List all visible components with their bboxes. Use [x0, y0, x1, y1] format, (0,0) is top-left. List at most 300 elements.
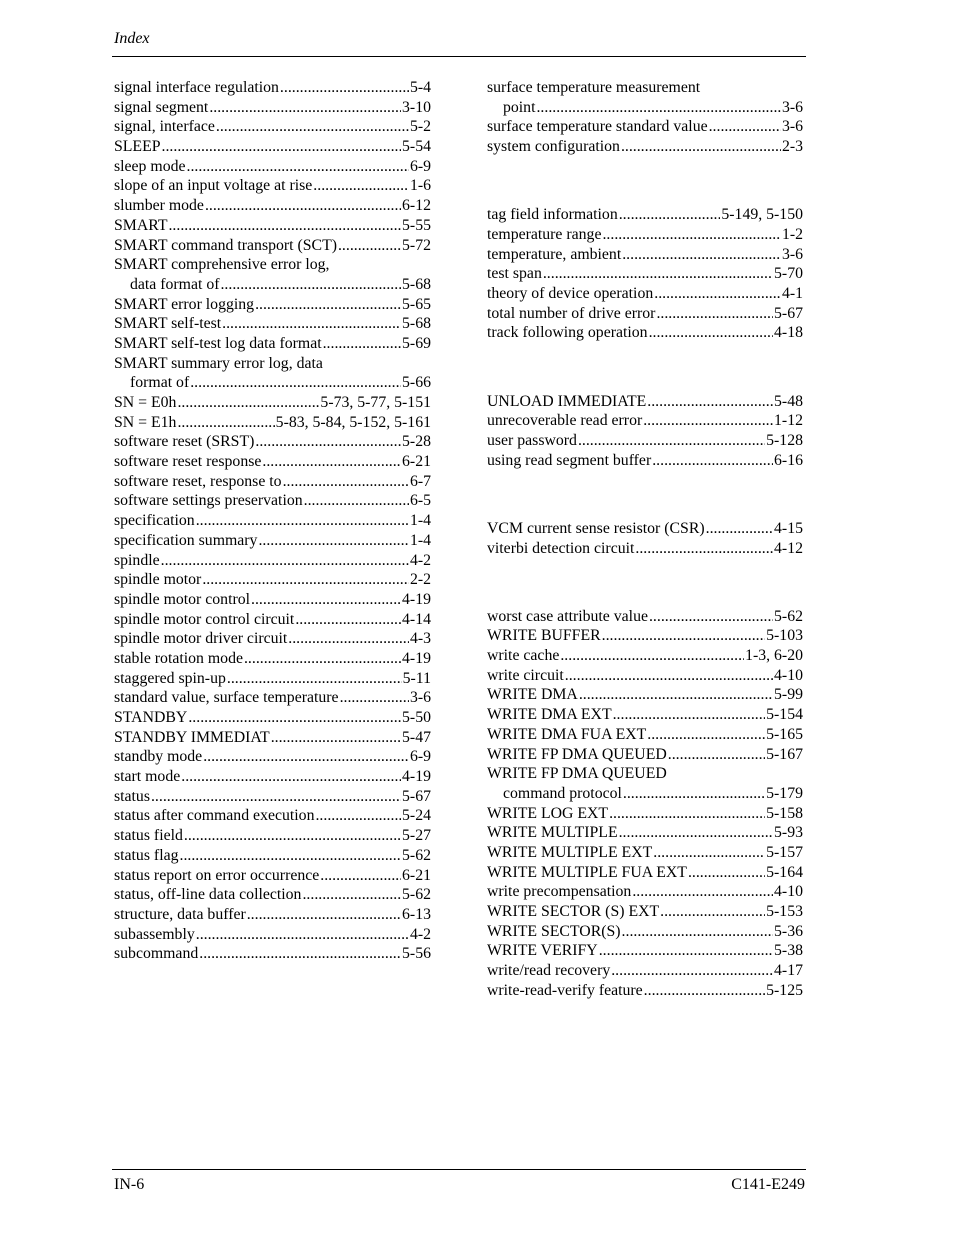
index-term: spindle [114, 551, 160, 569]
index-term: SMART self-test [114, 315, 222, 333]
index-page-ref: 5-69 [402, 334, 431, 352]
index-entry [114, 78, 431, 98]
index-page-ref: 5-70 [774, 265, 803, 283]
index-entry [114, 216, 431, 236]
index-term: format of [130, 374, 190, 392]
index-term: status [114, 787, 150, 805]
dot-leader [619, 823, 773, 843]
index-entry [487, 607, 803, 627]
index-term: WRITE DMA FUA EXT [487, 725, 647, 743]
index-page-ref: 1-6 [409, 177, 431, 195]
index-term: temperature, ambient [487, 245, 622, 263]
index-page-ref: 5-66 [402, 374, 431, 392]
index-term: write/read recovery [487, 962, 611, 980]
index-entry [487, 941, 803, 961]
index-entry [114, 137, 431, 157]
dot-leader [203, 747, 409, 767]
index-entry [114, 531, 431, 551]
index-page-ref: 5-83, 5-84, 5-152, 5-161 [275, 413, 431, 431]
index-term: standard value, surface temperature [114, 689, 339, 707]
index-page-ref: 6-21 [402, 453, 431, 471]
index-entry [114, 708, 431, 728]
letter-group-gap [487, 470, 803, 519]
index-entry [114, 649, 431, 669]
index-page-ref: 6-9 [409, 748, 431, 766]
index-term: WRITE FP DMA QUEUED [487, 745, 667, 763]
index-term: VCM current sense resistor (CSR) [487, 519, 705, 537]
dot-leader [668, 745, 765, 765]
dot-leader [622, 245, 781, 265]
index-entry [114, 176, 431, 196]
index-term: track following operation [487, 324, 648, 342]
index-entry [487, 804, 803, 824]
dot-leader [613, 705, 766, 725]
index-page-ref: 5-67 [402, 787, 431, 805]
dot-leader [162, 137, 402, 157]
index-page-ref: 4-1 [781, 285, 803, 302]
index-term: write cache [487, 647, 560, 665]
dot-leader [315, 806, 401, 826]
index-page-ref: 5-65 [402, 295, 431, 313]
index-term: spindle motor [114, 571, 202, 589]
dot-leader [621, 137, 781, 157]
index-term: SN = E1h [114, 413, 177, 431]
dot-leader [709, 117, 781, 137]
index-entry [114, 925, 431, 945]
index-term: software reset response [114, 453, 262, 471]
index-page-ref: 6-21 [402, 866, 431, 884]
index-entry [114, 295, 431, 315]
index-term: SLEEP [114, 138, 161, 156]
index-entry [114, 905, 431, 925]
index-term: slumber mode [114, 197, 204, 215]
dot-leader [295, 610, 401, 630]
index-entry [487, 646, 803, 666]
index-entry [114, 196, 431, 216]
index-term: point [503, 98, 536, 116]
index-entry [487, 225, 803, 245]
index-entry [114, 373, 431, 393]
index-page-ref: 5-27 [402, 827, 431, 845]
dot-leader [706, 519, 773, 539]
index-entry [487, 784, 803, 804]
index-term: spindle motor control circuit [114, 610, 295, 628]
dot-leader [536, 98, 780, 118]
index-term: WRITE MULTIPLE FUA EXT [487, 863, 687, 881]
index-term: start mode [114, 768, 181, 786]
index-page-ref: 5-167 [766, 745, 803, 763]
index-entry [487, 78, 803, 98]
index-entry [487, 745, 803, 765]
index-term: system configuration [487, 138, 620, 156]
dot-leader [190, 373, 401, 393]
index-page-ref: 5-2 [409, 118, 431, 136]
index-page-ref: 5-48 [774, 392, 803, 410]
dot-leader [313, 176, 409, 196]
index-entry [487, 451, 803, 471]
dot-leader [244, 649, 401, 669]
dot-leader [258, 531, 408, 551]
dot-leader [340, 688, 409, 708]
index-term: sleep mode [114, 157, 186, 175]
index-term: spindle motor driver circuit [114, 630, 288, 648]
page-number: IN-6 [114, 1176, 145, 1193]
dot-leader [251, 590, 401, 610]
dot-leader [632, 882, 773, 902]
index-page-ref: 5-62 [774, 607, 803, 625]
index-page-ref: 4-19 [402, 768, 431, 786]
index-term: status report on error occurrence [114, 866, 320, 884]
index-entry [114, 846, 431, 866]
index-entry [487, 823, 803, 843]
index-entry [487, 843, 803, 863]
index-page-ref: 6-12 [402, 197, 431, 215]
index-page-ref: 5-154 [766, 706, 803, 724]
dot-leader [619, 205, 721, 225]
index-entry [114, 275, 431, 295]
index-term: using read segment buffer [487, 451, 652, 469]
dot-leader [227, 669, 402, 689]
index-page-ref: 5-24 [402, 807, 431, 825]
index-term: STANDBY [114, 709, 188, 726]
index-term: standby mode [114, 748, 203, 766]
index-page-ref: 3-6 [781, 245, 803, 263]
index-page-ref: 5-157 [766, 843, 803, 861]
index-page-ref: 6-16 [774, 451, 803, 469]
index-entry [487, 411, 803, 431]
index-term: temperature range [487, 225, 602, 243]
index-term: structure, data buffer [114, 905, 246, 923]
index-term: spindle motor control [114, 590, 251, 608]
index-entry [487, 725, 803, 745]
index-entry [487, 902, 803, 922]
index-page-ref: 6-5 [409, 492, 431, 510]
index-entry [487, 519, 803, 539]
index-page-ref: 4-17 [774, 962, 803, 980]
dot-leader [647, 725, 765, 745]
index-page-ref: 3-6 [409, 689, 431, 707]
dot-leader [283, 472, 409, 492]
index-term: SN = E0h [114, 394, 177, 411]
header-rule [112, 56, 806, 57]
index-page-ref: 5-47 [402, 728, 431, 746]
index-entry [487, 764, 803, 784]
index-entry [114, 629, 431, 649]
index-term: write precompensation [487, 883, 632, 901]
dot-leader [288, 629, 409, 649]
index-term: SMART summary error log, data [114, 354, 323, 372]
index-term: UNLOAD IMMEDIATE [487, 392, 647, 410]
index-page-ref: 5-50 [402, 709, 431, 726]
dot-leader [635, 539, 773, 559]
index-term: WRITE DMA [487, 686, 578, 704]
index-entry [487, 981, 803, 1001]
dot-leader [168, 216, 401, 236]
index-term: status, off-line data collection [114, 886, 302, 904]
index-page-ref: 5-38 [774, 942, 803, 960]
index-page-ref: 4-3 [409, 630, 431, 648]
index-term: WRITE VERIFY [487, 942, 598, 960]
index-term: test span [487, 265, 542, 283]
index-term: write circuit [487, 666, 564, 684]
index-page-ref: 4-2 [409, 925, 431, 943]
index-page-ref: 5-128 [766, 431, 803, 449]
document-id: C141-E249 [731, 1176, 805, 1193]
index-page-ref: 5-73, 5-77, 5-151 [320, 394, 431, 411]
index-entry [114, 354, 431, 374]
dot-leader [271, 728, 401, 748]
index-term: STANDBY IMMEDIAT [114, 728, 270, 746]
footer-rule [112, 1169, 806, 1170]
index-entry [114, 393, 431, 413]
index-entry [114, 334, 431, 354]
index-term: SMART [114, 216, 168, 234]
dot-leader [649, 323, 773, 343]
dot-leader [602, 626, 765, 646]
index-term: WRITE MULTIPLE EXT [487, 843, 653, 861]
dot-leader [609, 804, 765, 824]
index-page-ref: 5-62 [402, 886, 431, 904]
index-page-ref: 4-15 [774, 519, 803, 537]
index-entry [114, 826, 431, 846]
letter-group-gap [487, 343, 803, 392]
dot-leader [652, 451, 773, 471]
dot-leader [654, 284, 781, 304]
index-term: data format of [130, 275, 220, 293]
dot-leader [177, 393, 319, 413]
index-entry [487, 264, 803, 284]
index-page-ref: 5-11 [402, 669, 431, 687]
dot-leader [623, 784, 765, 804]
dot-leader [180, 846, 402, 866]
index-page-ref: 5-103 [766, 627, 803, 645]
index-page-ref: 4-12 [774, 539, 803, 557]
dot-leader [688, 863, 765, 883]
index-page-ref: 5-4 [409, 79, 431, 96]
index-term: unrecoverable read error [487, 412, 643, 430]
index-page-ref: 5-149, 5-150 [721, 206, 803, 224]
index-page-ref: 4-10 [774, 883, 803, 901]
index-term: write-read-verify feature [487, 981, 643, 999]
index-term: status flag [114, 846, 179, 864]
index-entry [114, 551, 431, 571]
index-term: stable rotation mode [114, 649, 243, 667]
index-entry [114, 944, 431, 964]
index-entry [114, 806, 431, 826]
index-entry [114, 314, 431, 334]
index-page-ref: 5-93 [774, 824, 803, 842]
index-term: total number of drive error [487, 304, 656, 322]
index-page-ref: 5-55 [402, 216, 431, 234]
dot-leader [196, 925, 409, 945]
dot-leader [205, 196, 401, 216]
index-term: specification [114, 512, 195, 530]
index-term: subassembly [114, 925, 195, 943]
index-term: WRITE SECTOR (S) EXT [487, 903, 660, 920]
dot-leader [660, 902, 765, 922]
dot-leader [611, 961, 773, 981]
index-page-ref: 6-13 [402, 905, 431, 923]
dot-leader [161, 551, 409, 571]
index-page-ref: 2-3 [781, 138, 803, 156]
index-term: staggered spin-up [114, 669, 226, 687]
index-term: WRITE LOG EXT [487, 804, 609, 822]
index-page-ref: 4-2 [409, 551, 431, 569]
index-page-ref: 3-6 [781, 98, 803, 116]
index-term: WRITE FP DMA QUEUED [487, 765, 667, 783]
index-entry [487, 98, 803, 118]
index-entry [114, 728, 431, 748]
index-entry [114, 787, 431, 807]
index-entry [114, 669, 431, 689]
index-page-ref: 1-4 [409, 512, 431, 530]
dot-leader [209, 98, 401, 118]
letter-group-gap [487, 558, 803, 607]
dot-leader [338, 236, 401, 256]
index-column-left [114, 78, 431, 964]
index-term: worst case attribute value [487, 607, 648, 625]
index-page-ref: 5-153 [766, 903, 803, 920]
index-term: signal, interface [114, 118, 215, 136]
dot-leader [560, 646, 744, 666]
index-page-ref: 5-36 [774, 922, 803, 940]
index-page-ref: 5-68 [402, 315, 431, 333]
dot-leader [644, 981, 765, 1001]
index-term: signal interface regulation [114, 79, 279, 96]
index-entry [487, 539, 803, 559]
index-entry [114, 885, 431, 905]
index-entry [114, 413, 431, 433]
dot-leader [323, 334, 401, 354]
index-term: WRITE SECTOR(S) [487, 922, 621, 940]
dot-leader [622, 922, 773, 942]
index-entry [487, 245, 803, 265]
dot-leader [302, 885, 401, 905]
index-entry [487, 685, 803, 705]
index-page-ref: 6-7 [409, 472, 431, 490]
index-entry [114, 511, 431, 531]
dot-leader [543, 264, 773, 284]
dot-leader [262, 452, 401, 472]
dot-leader [565, 666, 773, 686]
dot-leader [602, 225, 780, 245]
index-term: software reset (SRST) [114, 433, 255, 451]
index-term: SMART error logging [114, 295, 255, 313]
index-page-ref: 5-165 [766, 725, 803, 743]
dot-leader [656, 304, 773, 324]
index-page-ref: 5-125 [766, 981, 803, 999]
running-header: Index [114, 30, 150, 47]
index-term: surface temperature measurement [487, 79, 701, 96]
dot-leader [643, 411, 773, 431]
dot-leader [649, 607, 773, 627]
index-page-ref: 5-68 [402, 275, 431, 293]
index-page-ref: 5-72 [402, 236, 431, 254]
dot-leader [255, 432, 401, 452]
index-entry [114, 767, 431, 787]
index-entry [487, 626, 803, 646]
index-entry [487, 705, 803, 725]
dot-leader [599, 941, 773, 961]
index-term: slope of an input voltage at rise [114, 177, 313, 195]
index-term: status field [114, 827, 183, 845]
index-entry [114, 610, 431, 630]
index-entry [114, 590, 431, 610]
index-entry [114, 570, 431, 590]
index-entry [114, 157, 431, 177]
dot-leader [216, 117, 409, 137]
dot-leader [255, 295, 401, 315]
dot-leader [579, 685, 773, 705]
index-entry [487, 863, 803, 883]
index-term: user password [487, 431, 577, 449]
index-term: command protocol [503, 784, 622, 802]
index-term: surface temperature standard value [487, 118, 708, 136]
index-page-ref: 1-4 [409, 531, 431, 549]
index-term: viterbi detection circuit [487, 539, 635, 557]
dot-leader [188, 708, 401, 728]
index-entry [114, 117, 431, 137]
index-term: signal segment [114, 98, 209, 116]
index-entry [114, 688, 431, 708]
index-page-ref: 5-164 [766, 863, 803, 881]
index-page-ref: 5-67 [774, 304, 803, 322]
dot-leader [187, 157, 409, 177]
index-entry [487, 922, 803, 942]
index-page-ref: 3-10 [402, 98, 431, 116]
index-term: WRITE MULTIPLE [487, 824, 618, 842]
index-term: software reset, response to [114, 472, 282, 490]
index-term: SMART self-test log data format [114, 334, 322, 352]
index-page-ref: 5-62 [402, 846, 431, 864]
index-page-ref: 5-28 [402, 433, 431, 451]
index-entry [487, 666, 803, 686]
index-page-ref: 4-14 [402, 610, 431, 628]
index-page-ref: 4-18 [774, 324, 803, 342]
index-term: status after command execution [114, 807, 315, 825]
dot-leader [181, 767, 401, 787]
dot-leader [304, 491, 409, 511]
index-entry [487, 205, 803, 225]
index-column-right [487, 78, 803, 1000]
index-term: SMART comprehensive error log, [114, 256, 330, 274]
dot-leader [151, 787, 401, 807]
dot-leader [220, 275, 401, 295]
index-term: WRITE DMA EXT [487, 706, 612, 724]
index-page-ref: 3-6 [781, 118, 803, 136]
dot-leader [196, 511, 409, 531]
index-entry [114, 98, 431, 118]
index-entry [487, 392, 803, 412]
dot-leader [199, 944, 401, 964]
index-page-ref: 5-54 [402, 138, 431, 156]
index-term: subcommand [114, 945, 199, 963]
dot-leader [280, 78, 409, 98]
index-page-ref: 5-56 [402, 945, 431, 963]
index-entry [114, 236, 431, 256]
index-page-ref: 1-2 [781, 225, 803, 243]
index-page-ref: 5-158 [766, 804, 803, 822]
index-entry [114, 866, 431, 886]
index-term: SMART command transport (SCT) [114, 236, 337, 254]
letter-group-gap [487, 157, 803, 206]
dot-leader [320, 866, 401, 886]
index-page-ref: 1-3, 6-20 [745, 647, 803, 665]
index-page-ref: 4-19 [402, 649, 431, 667]
index-page-ref: 2-2 [409, 571, 431, 589]
index-page-ref: 1-12 [774, 412, 803, 430]
index-term: theory of device operation [487, 285, 654, 302]
